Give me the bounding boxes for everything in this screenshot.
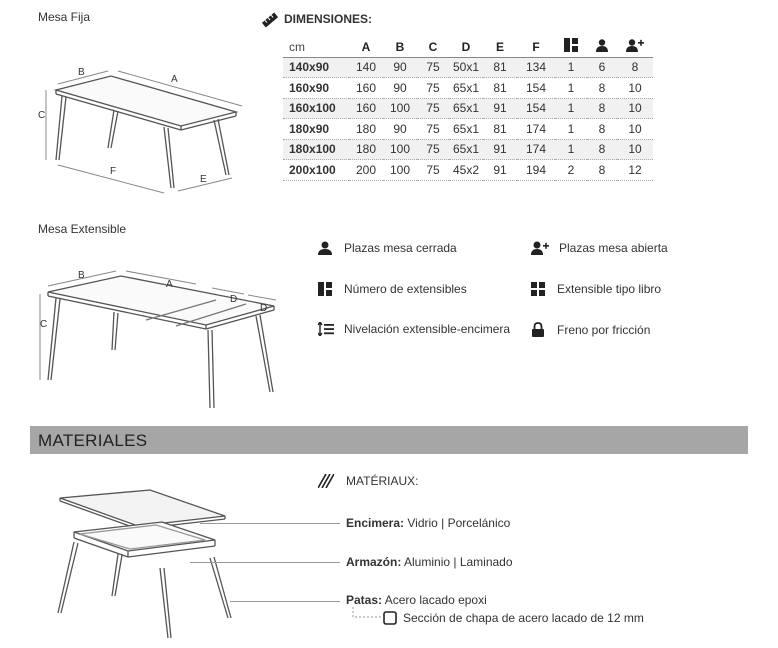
person-plus-icon <box>617 37 653 57</box>
table-cell: 6 <box>587 57 617 78</box>
ext-dim-label-d1: D <box>230 294 238 305</box>
table-cell: 100 <box>383 160 417 181</box>
table-cell-size: 180x90 <box>283 119 349 140</box>
materials-frame-label: Armazón: <box>346 555 402 569</box>
materials-legs-section: Sección de chapa de acero lacado de 12 mm <box>403 611 644 625</box>
leveling-icon <box>318 322 334 336</box>
dim-label-b: B <box>78 67 85 78</box>
person-icon <box>318 241 332 255</box>
table-cell: 91 <box>483 160 517 181</box>
ext-dim-label-a: A <box>166 279 173 290</box>
exploded-table-drawing <box>50 488 240 643</box>
table-cell: 90 <box>383 78 417 99</box>
table-cell: 81 <box>483 57 517 78</box>
table-cell: 90 <box>383 119 417 140</box>
legend-book-extension <box>531 282 661 296</box>
header-f: F <box>532 39 540 54</box>
legend-extension-count <box>318 282 467 296</box>
legend-closed-seats-label: Plazas mesa cerrada <box>344 241 457 255</box>
table-cell: 10 <box>617 98 653 119</box>
fixed-table-drawing <box>36 60 246 200</box>
table-cell: 1 <box>555 98 587 119</box>
table-cell: 91 <box>483 98 517 119</box>
materials-top-value: Vidrio | Porcelánico <box>407 516 511 530</box>
ruler-icon <box>262 12 278 28</box>
dimensions-table <box>283 37 653 181</box>
table-cell: 174 <box>517 119 555 140</box>
materials-legs-label: Patas: <box>346 593 383 607</box>
table-cell: 91 <box>483 139 517 160</box>
ext-dim-label-d2: D <box>260 303 268 314</box>
extensible-table-drawing <box>36 270 286 415</box>
table-cell: 2 <box>555 160 587 181</box>
table-cell: 81 <box>483 119 517 140</box>
table-cell-size: 160x90 <box>283 78 349 99</box>
table-cell: 180 <box>349 119 383 140</box>
table-cell: 134 <box>517 57 555 78</box>
book-extension-icon <box>531 282 545 296</box>
legend-leveling-label: Nivelación extensible-encimera <box>344 322 511 336</box>
table-cell-size: 180x100 <box>283 139 349 160</box>
person-icon <box>587 37 617 57</box>
legend-friction-brake-label: Freno por fricción <box>557 322 651 337</box>
table-cell: 200 <box>349 160 383 181</box>
materials-title: MATÉRIAUX: <box>346 474 419 488</box>
legend-leveling <box>318 322 510 336</box>
materials-legs-value: Acero lacado epoxi <box>384 593 487 607</box>
table-cell: 10 <box>617 78 653 99</box>
ext-dim-label-b: B <box>78 270 85 281</box>
lock-icon <box>531 322 545 337</box>
table-cell: 45x2 <box>449 160 483 181</box>
materials-frame-value: Aluminio | Laminado <box>404 555 513 569</box>
header-b: B <box>395 39 405 54</box>
table-cell: 8 <box>587 119 617 140</box>
leader-frame <box>190 562 340 563</box>
table-header-row <box>283 37 653 57</box>
legend-extension-count-label: Número de extensibles <box>344 282 467 296</box>
table-cell: 1 <box>555 119 587 140</box>
table-cell: 180 <box>349 139 383 160</box>
table-cell: 10 <box>617 139 653 160</box>
header-c: C <box>428 39 438 54</box>
table-row <box>283 119 653 140</box>
table-row <box>283 57 653 78</box>
materials-top-label: Encimera: <box>346 516 405 530</box>
table-cell: 160 <box>349 98 383 119</box>
materials-bar-title: MATERIALES <box>38 431 148 450</box>
table-row <box>283 160 653 181</box>
dimensions-title: DIMENSIONES: <box>284 12 373 26</box>
table-cell: 75 <box>417 78 449 99</box>
table-cell: 90 <box>383 57 417 78</box>
table-cell: 81 <box>483 78 517 99</box>
materials-bar <box>30 426 748 454</box>
table-cell: 10 <box>617 119 653 140</box>
table-cell-size: 200x100 <box>283 160 349 181</box>
legend-friction-brake <box>531 322 650 337</box>
table-cell: 140 <box>349 57 383 78</box>
table-cell: 65x1 <box>449 98 483 119</box>
table-cell: 194 <box>517 160 555 181</box>
extension-count-icon <box>318 282 332 296</box>
table-row <box>283 139 653 160</box>
leader-legs <box>230 601 340 602</box>
hatch-icon <box>318 474 334 488</box>
table-cell: 1 <box>555 139 587 160</box>
legend-book-extension-label: Extensible tipo libro <box>557 282 662 296</box>
legend-open-seats-label: Plazas mesa abierta <box>559 241 668 255</box>
ext-dim-label-c: C <box>40 319 48 330</box>
table-cell: 65x1 <box>449 78 483 99</box>
table-cell: 65x1 <box>449 139 483 160</box>
table-cell: 8 <box>587 139 617 160</box>
table-row <box>283 78 653 99</box>
table-cell: 12 <box>617 160 653 181</box>
table-cell: 174 <box>517 139 555 160</box>
square-section-icon <box>383 611 397 625</box>
table-cell: 1 <box>555 57 587 78</box>
person-plus-icon <box>531 241 549 255</box>
table-cell: 154 <box>517 98 555 119</box>
header-a: A <box>361 39 371 54</box>
table-cell: 8 <box>587 160 617 181</box>
materials-legs <box>346 593 487 607</box>
materials-frame <box>346 555 513 569</box>
dim-label-f: F <box>110 166 117 177</box>
table-cell-size: 140x90 <box>283 57 349 78</box>
table-row <box>283 98 653 119</box>
table-cell: 75 <box>417 57 449 78</box>
legend-closed-seats <box>318 241 457 255</box>
dim-label-a: A <box>171 74 178 85</box>
table-cell: 50x1 <box>449 57 483 78</box>
leader-top <box>200 523 340 524</box>
table-cell: 100 <box>383 139 417 160</box>
table-cell: 8 <box>617 57 653 78</box>
materials-top <box>346 516 510 530</box>
table-cell: 75 <box>417 160 449 181</box>
table-cell: 8 <box>587 78 617 99</box>
header-e: E <box>495 39 504 54</box>
table-cell: 154 <box>517 78 555 99</box>
book-extension-icon <box>555 37 587 57</box>
legend-open-seats <box>531 241 668 255</box>
fixed-table-title: Mesa Fija <box>38 10 91 24</box>
table-cell: 75 <box>417 139 449 160</box>
dim-label-e: E <box>200 174 207 185</box>
header-d: D <box>461 39 471 54</box>
table-cell: 160 <box>349 78 383 99</box>
table-cell: 8 <box>587 98 617 119</box>
dim-label-c: C <box>38 110 46 121</box>
header-unit: cm <box>289 39 305 54</box>
extensible-table-title: Mesa Extensible <box>38 222 127 236</box>
table-cell: 75 <box>417 119 449 140</box>
table-cell: 1 <box>555 78 587 99</box>
table-cell: 100 <box>383 98 417 119</box>
sub-leader <box>352 607 382 627</box>
table-cell: 75 <box>417 98 449 119</box>
table-cell-size: 160x100 <box>283 98 349 119</box>
table-cell: 65x1 <box>449 119 483 140</box>
